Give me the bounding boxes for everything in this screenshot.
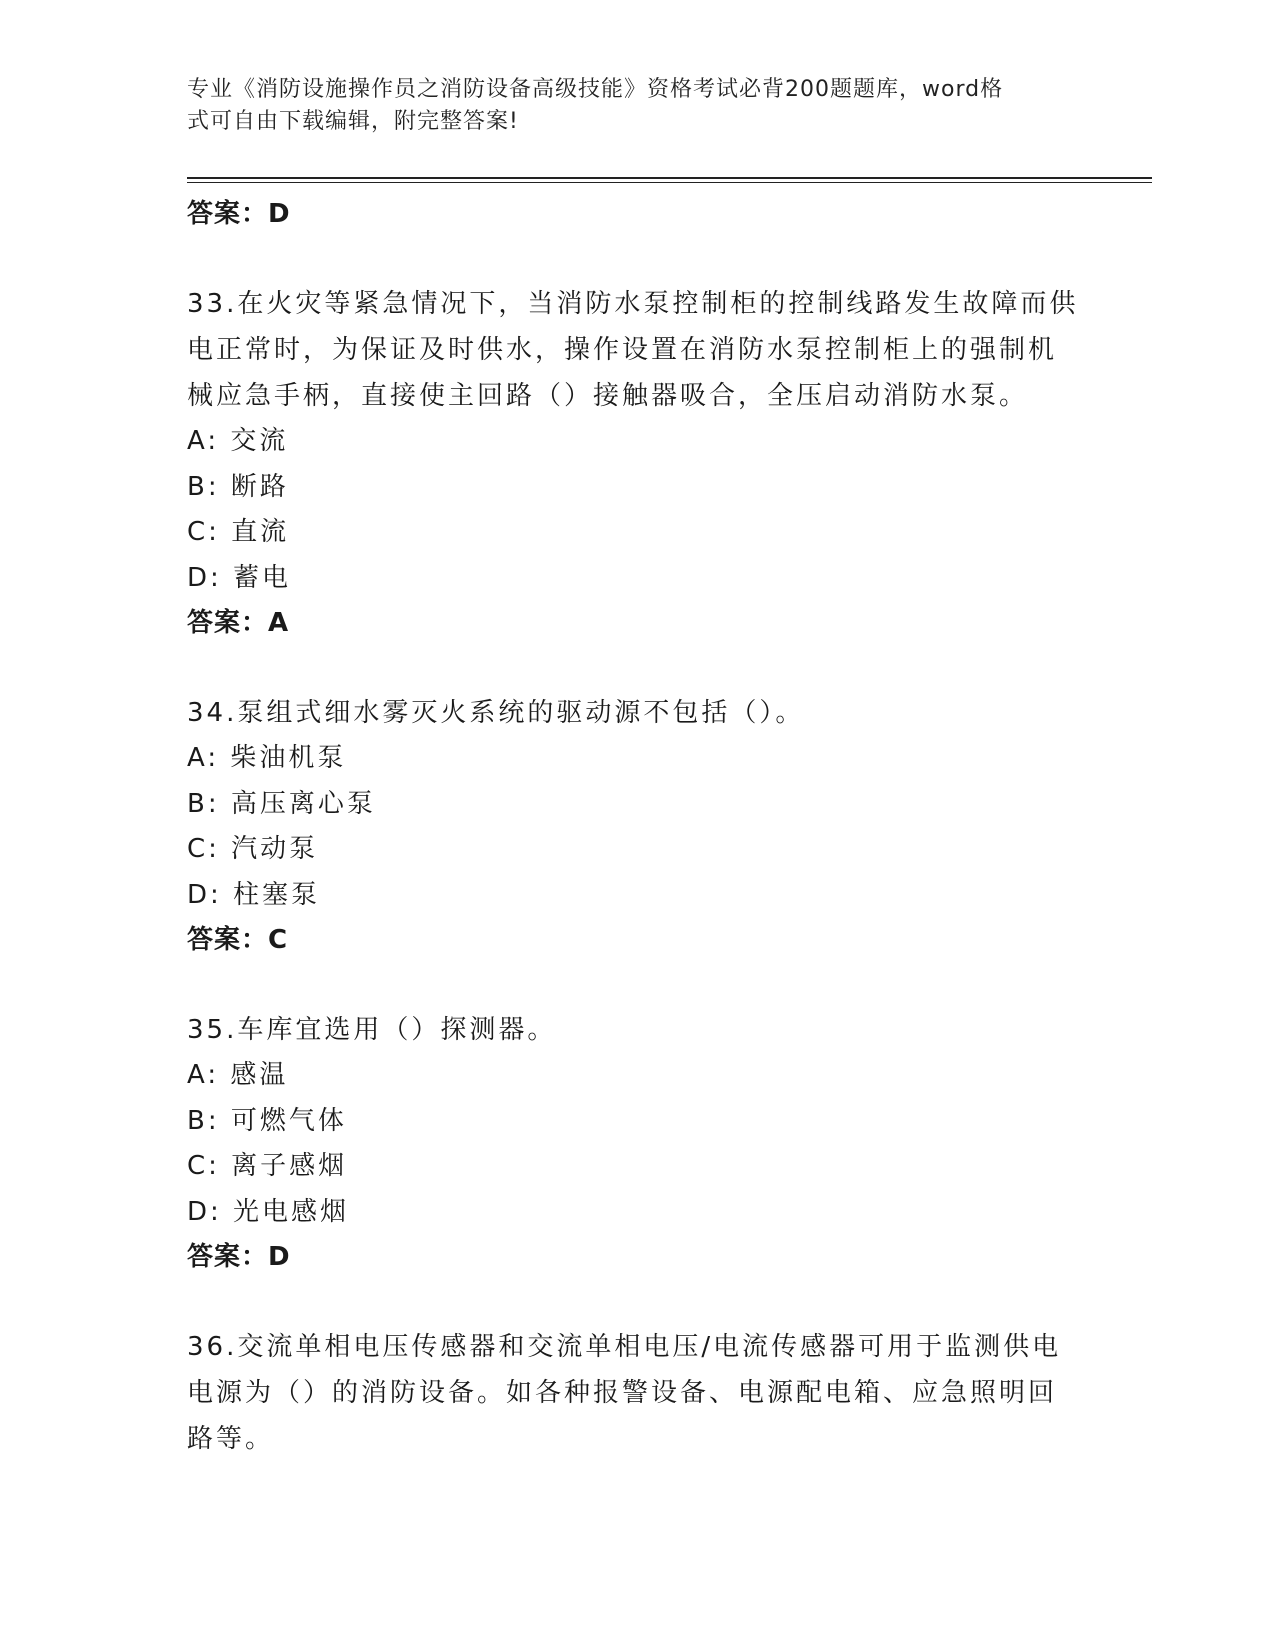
option-c: C: 离子感烟	[187, 1151, 348, 1181]
header-line-2: 式可自由下载编辑，附完整答案!	[187, 109, 519, 134]
question-list	[187, 192, 1087, 1462]
question-stem-line: 电正常时，为保证及时供水，操作设置在消防水泵控制柜上的强制机	[187, 335, 1058, 365]
header-divider-thick	[187, 177, 1152, 179]
option-b: B: 可燃气体	[187, 1105, 347, 1136]
answer: 答案：D	[187, 1242, 291, 1272]
question-stem-line: 33.在火灾等紧急情况下，当消防水泵控制柜的控制线路发生故障而供	[187, 289, 1079, 319]
header-line-1: 专业《消防设施操作员之消防设备高级技能》资格考试必背200题题库，word格	[187, 77, 1004, 102]
question-stem-line: 35.车库宜选用（）探测器。	[187, 1015, 557, 1045]
header-divider-thin	[187, 182, 1152, 183]
question-34	[187, 690, 1087, 962]
spacer	[187, 645, 1087, 690]
question-stem-line: 34.泵组式细水雾灭火系统的驱动源不包括（）。	[187, 698, 805, 728]
spacer	[187, 236, 1087, 281]
option-d: D: 光电感烟	[187, 1196, 350, 1227]
question-stem-line: 路等。	[187, 1424, 275, 1454]
option-a: A: 柴油机泵	[187, 743, 347, 773]
question-stem-line: 械应急手柄，直接使主回路（）接触器吸合，全压启动消防水泵。	[187, 381, 1029, 411]
spacer	[187, 1279, 1087, 1324]
question-stem-line: 电源为（）的消防设备。如各种报警设备、电源配电箱、应急照明回	[187, 1378, 1058, 1408]
question-stem-line: 36.交流单相电压传感器和交流单相电压/电流传感器可用于监测供电	[187, 1332, 1062, 1362]
option-b: B: 断路	[187, 471, 289, 502]
option-a: A: 交流	[187, 426, 289, 456]
question-33	[187, 281, 1087, 645]
option-d: D: 柱塞泵	[187, 879, 321, 910]
question-36	[187, 1324, 1087, 1462]
option-c: C: 直流	[187, 517, 290, 547]
spacer	[187, 962, 1087, 1007]
answer: 答案：C	[187, 925, 289, 955]
option-c: C: 汽动泵	[187, 834, 319, 864]
option-a: A: 感温	[187, 1060, 289, 1090]
question-35	[187, 1007, 1087, 1279]
answer: 答案：A	[187, 608, 290, 638]
option-d: D: 蓄电	[187, 562, 292, 593]
option-b: B: 高压离心泵	[187, 788, 376, 819]
document-header	[187, 74, 1067, 138]
previous-answer: 答案：D	[187, 199, 291, 229]
